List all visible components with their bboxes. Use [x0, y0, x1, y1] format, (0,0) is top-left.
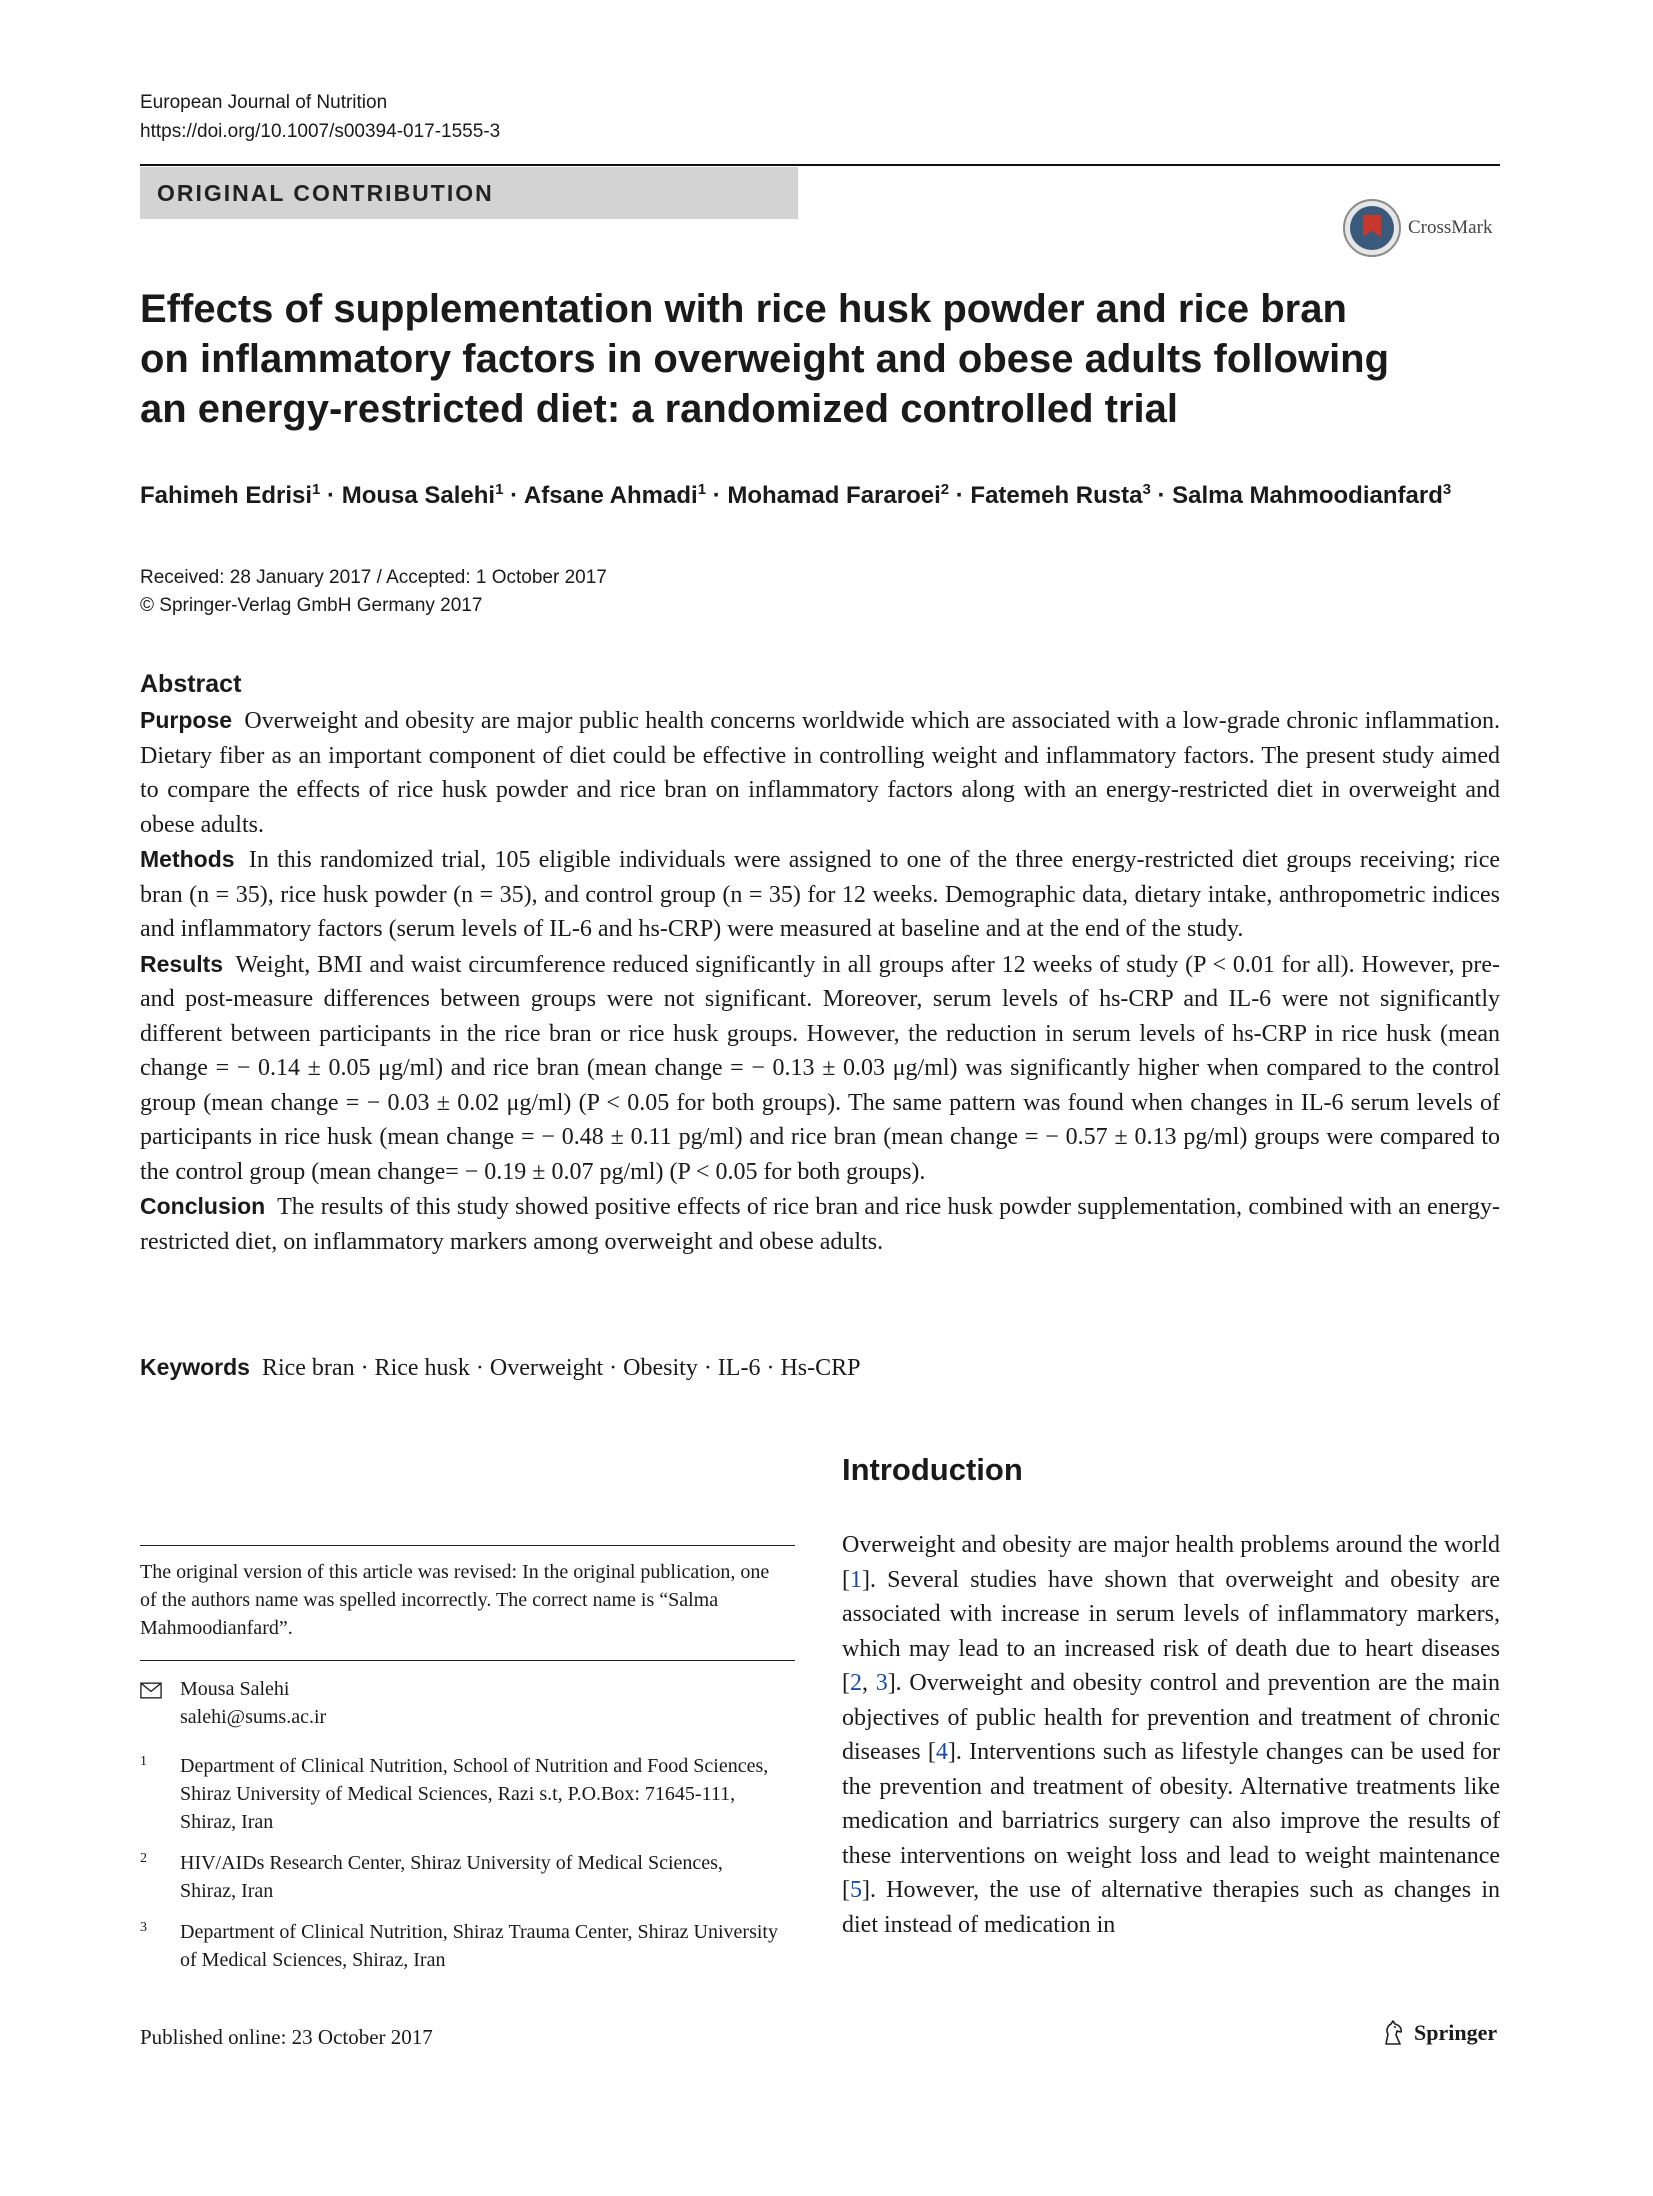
introduction-heading: Introduction [842, 1452, 1023, 1487]
author-affiliation: 2 [940, 481, 950, 498]
corresponding-author [140, 1675, 326, 1731]
intro-text-segment: Overweight and obesity are major health problems around the world [ [842, 1532, 1500, 1593]
doi-link[interactable]: https://doi.org/10.1007/s00394-017-1555-3 [140, 121, 501, 142]
abstract-body [140, 703, 1500, 1259]
affiliation-number: 2 [140, 1851, 147, 1866]
author-separator: · [1150, 482, 1173, 509]
footnote-rule [140, 1660, 795, 1661]
revision-note: The original version of this article was revised: In the original publication, one of the authors name was spelled incorrectly. The correct name is “Salma Mahmoodianfard”. [140, 1561, 770, 1639]
author-separator: · [503, 482, 524, 509]
abstract-methods [140, 842, 1500, 947]
citation-link[interactable]: 5 [850, 1877, 862, 1903]
envelope-icon [140, 1682, 162, 1699]
methods-text: In this randomized trial, 105 eligible individuals were assigned to one of the three energy-restricted diet groups receiving; rice bran (n = 35), rice husk powder (n = 35), and control group (n = 35) for 12 weeks. Demographic data, dietary intake, anthropometric indices and inflammatory factors (serum levels of IL-6 and hs-CRP) were measured at baseline and at the end of the study. [140, 847, 1501, 942]
journal-name: European Journal of Nutrition [140, 92, 388, 113]
section-label: ORIGINAL CONTRIBUTION [140, 167, 798, 219]
springer-logo [1378, 2018, 1497, 2048]
citation-link[interactable]: 2 [850, 1670, 862, 1696]
author-separator: · [320, 482, 342, 509]
author-affiliation: 3 [1142, 481, 1151, 498]
affiliation-number: 1 [140, 1754, 147, 1769]
affiliation-number: 3 [140, 1920, 147, 1935]
results-text: Weight, BMI and waist circumference reduced significantly in all groups after 12 weeks of study (P < 0.01 for all). However, pre- and post-measure differences between groups were not significant. Moreover, serum levels of hs-CRP and IL-6 were not significantly different between participants in the rice bran or rice husk groups. However, the reduction in serum levels of hs-CRP in rice husk (mean change = − 0.14 ± 0.05 μg/ml) and rice bran (mean change = − 0.13 ± 0.03 μg/ml) was significantly higher when compared to the control group (mean change = − 0.03 ± 0.02 μg/ml) (P < 0.05 for both groups). The same pattern was found when changes in IL-6 serum levels of participants in rice husk (mean change = − 0.48 ± 0.11 pg/ml) and rice bran (mean change = − 0.57 ± 0.13 pg/ml) groups were compared to the control group (mean change= − 0.19 ± 0.07 pg/ml) (P < 0.05 for both groups). [140, 951, 1500, 1185]
conclusion-label: Conclusion [140, 1193, 266, 1219]
intro-text-segment: ]. Interventions such as lifestyle changes can be used for the prevention and treatment of obesity. Alternative treatments like medication and barriatrics surgery can also improve the results of these interventions on weight loss and lead to weight maintenance [ [842, 1739, 1500, 1903]
received-accepted: Received: 28 January 2017 / Accepted: 1 October 2017 [140, 567, 607, 588]
affiliation-text: Department of Clinical Nutrition, Shiraz Trauma Center, Shiraz University of Medical Sciences, Shiraz, Iran [180, 1921, 778, 1971]
keywords [140, 1354, 1500, 1382]
intro-text-segment: ]. Several studies have shown that overweight and obesity are associated with increase in serum levels of inflammatory markers, which may lead to an increased risk of death due to heart diseases [ [842, 1566, 1500, 1696]
crossmark-label: CrossMark [1408, 217, 1493, 238]
abstract-conclusion [140, 1189, 1500, 1259]
affiliation-text: Department of Clinical Nutrition, School of Nutrition and Food Sciences, Shiraz University of Medical Sciences, Razi s.t, P.O.Box: 71645-111, Shiraz, Iran [180, 1755, 769, 1833]
affiliation-item [140, 1752, 780, 1836]
footnote-rule [140, 1545, 795, 1546]
springer-horse-icon [1378, 2018, 1408, 2048]
intro-text-segment: , [862, 1670, 876, 1696]
author-affiliation: 1 [697, 481, 707, 498]
author-affiliation: 1 [495, 481, 504, 498]
author-name[interactable]: Mousa Salehi [341, 482, 496, 509]
author-affiliation: 1 [312, 481, 321, 498]
methods-label: Methods [140, 846, 235, 872]
crossmark-icon [1342, 198, 1402, 258]
affiliation-item [140, 1849, 780, 1905]
author-list [140, 481, 1520, 510]
purpose-label: Purpose [140, 707, 233, 733]
intro-text-segment: ]. However, the use of alternative therapies such as changes in diet instead of medication in [842, 1877, 1500, 1938]
author-affiliation: 3 [1442, 481, 1452, 498]
author-name[interactable]: Fatemeh Rusta [970, 482, 1143, 509]
author-name[interactable]: Fahimeh Edrisi [140, 482, 313, 509]
citation-link[interactable]: 1 [850, 1566, 862, 1593]
author-name[interactable]: Salma Mahmoodianfard [1172, 482, 1443, 509]
corr-name: Mousa Salehi [180, 1678, 290, 1700]
paper-title: Effects of supplementation with rice husk powder and rice bran on inflammatory factors in overweight and obese adults following an energy-restricted diet: a randomized controlled trial [140, 287, 1390, 431]
keywords-text: Rice bran · Rice husk · Overweight · Obesity · IL-6 · Hs-CRP [261, 1355, 861, 1381]
introduction-body [842, 1528, 1500, 1942]
author-name[interactable]: Mohamad Fararoei [727, 482, 941, 509]
springer-label: Springer [1414, 2020, 1498, 2045]
article-dates [140, 564, 607, 620]
published-date: Published online: 23 October 2017 [140, 2025, 433, 2049]
keywords-label: Keywords [140, 1354, 250, 1380]
abstract-purpose [140, 703, 1500, 842]
abstract-heading: Abstract [140, 670, 242, 698]
copyright: © Springer-Verlag GmbH Germany 2017 [140, 595, 483, 616]
affiliation-text: HIV/AIDs Research Center, Shiraz University of Medical Sciences, Shiraz, Iran [180, 1852, 723, 1902]
introduction-paragraph [842, 1528, 1500, 1942]
header-rule [140, 164, 1500, 166]
citation-link[interactable]: 3 [875, 1670, 888, 1696]
affiliation-list [140, 1752, 780, 1987]
author-separator: · [706, 482, 728, 509]
corr-email[interactable]: salehi@sums.ac.ir [180, 1706, 327, 1728]
citation-link[interactable]: 4 [935, 1739, 948, 1765]
conclusion-text: The results of this study showed positive effects of rice bran and rice husk powder supplementation, combined with an energy-restricted diet, on inflammatory markers among overweight and obese adults. [140, 1194, 1500, 1255]
abstract-results [140, 947, 1500, 1190]
results-label: Results [140, 950, 224, 977]
crossmark-badge[interactable] [1342, 196, 1492, 260]
affiliation-item [140, 1918, 780, 1974]
purpose-text: Overweight and obesity are major public health concerns worldwide which are associated with a low-grade chronic inflammation. Dietary fiber as an important component of diet could be effective in controlling weight and inflammatory factors. The present study aimed to compare the effects of rice husk powder and rice bran on inflammatory factors along with an energy-restricted diet in overweight and obese adults. [140, 708, 1501, 838]
author-separator: · [949, 482, 971, 509]
journal-header [140, 88, 500, 146]
intro-text-segment: ]. Overweight and obesity control and prevention are the main objectives of public health for prevention and treatment of chronic diseases [ [842, 1670, 1501, 1765]
author-name[interactable]: Afsane Ahmadi [523, 482, 698, 509]
